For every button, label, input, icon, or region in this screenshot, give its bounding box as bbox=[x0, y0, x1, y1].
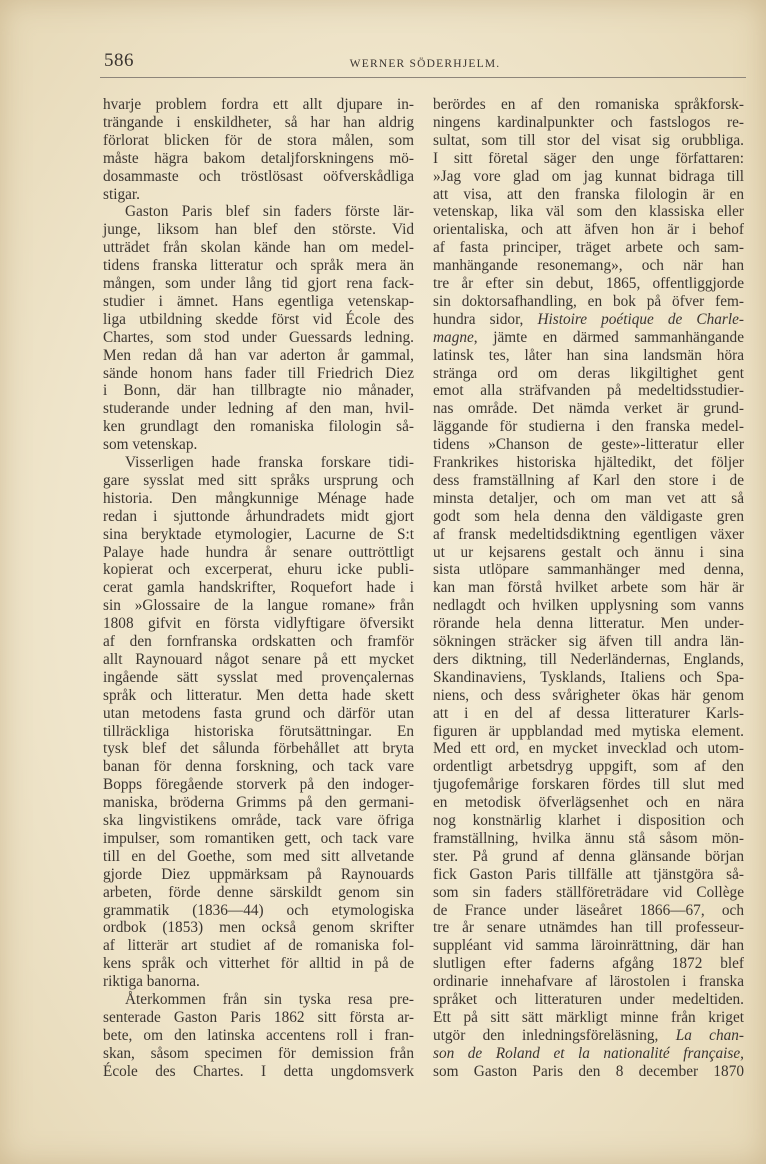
text-line: tillräckliga historiska förutsättningar. En bbox=[103, 722, 414, 740]
text-segment: hundra sidor, bbox=[433, 310, 538, 328]
text-segment: , bbox=[740, 1044, 744, 1062]
text-line: godt som hela denna den väldigaste gren bbox=[433, 507, 744, 525]
italic-title-text: La chan- bbox=[675, 1026, 744, 1044]
text-line: af fasta principer, träget arbete och sam- bbox=[433, 239, 744, 257]
text-line: redan i sjuttonde århundradets midt gjort bbox=[103, 507, 414, 525]
text-line: École des Chartes. I detta ungdomsverk bbox=[103, 1062, 414, 1080]
text-line: slutligen efter faderns afgång 1872 blef bbox=[433, 955, 744, 973]
text-line: Chartes, som stod under Guessards ledning. bbox=[103, 328, 414, 346]
text-line: skan, såsom specimen för demission från bbox=[103, 1044, 414, 1062]
text-line: grammatik (1836—44) och etymologiska bbox=[103, 901, 414, 919]
text-line: latinsk tes, låter han sina landsmän höra bbox=[433, 346, 744, 364]
text-line: studerande under ledning af den man, hvil- bbox=[103, 400, 414, 418]
text-line: stränga ord om deras likgiltighet gent bbox=[433, 364, 744, 382]
text-line: språket och litteraturen under medeltiden. bbox=[433, 991, 744, 1008]
text-line: ken grundlagt den romaniska filologin så- bbox=[103, 418, 414, 436]
text-line: tidens »Chanson de geste»-litteratur eller bbox=[433, 436, 744, 454]
text-line: som Gaston Paris den 8 december 1870 bbox=[433, 1062, 744, 1080]
running-head: WERNER SÖDERHJELM. bbox=[349, 58, 501, 70]
text-line: minsta detaljer, och om man vet att så bbox=[433, 489, 744, 507]
text-line: junge, liksom han blef den störste. Vid bbox=[103, 221, 414, 239]
text-line: som sin faders ställföreträdare vid Collège bbox=[433, 883, 744, 901]
text-line: historia. Den mångkunnige Ménage hade bbox=[103, 489, 414, 507]
text-line: figuren är uppblandad med mytiska element. bbox=[433, 722, 744, 740]
text-line: ster. På grund af denna glänsande början bbox=[433, 847, 744, 865]
text-line: bete, om den latinska accentens roll i fran- bbox=[103, 1026, 414, 1044]
text-line: ningens kardinalpunkter och fastslogos re- bbox=[433, 113, 744, 131]
text-line: att visa, att den franska filologin är en bbox=[433, 185, 744, 203]
text-line: ut ur kejsarens gestalt och ännu i sina bbox=[433, 543, 744, 561]
text-line: af fransk medeltidsdiktning egentligen växer bbox=[433, 525, 744, 543]
text-line: hvarje problem fordra ett allt djupare in- bbox=[103, 96, 414, 113]
text-line: studier i ämnet. Hans egentliga vetenskap- bbox=[103, 292, 414, 310]
text-line: dess framställning af Karl den store i de bbox=[433, 471, 744, 489]
text-line bbox=[433, 329, 744, 347]
text-line bbox=[433, 1045, 744, 1063]
text-line: Frankrikes historiska hjältedikt, det följer bbox=[433, 454, 744, 471]
italic-title-text: magne bbox=[433, 328, 474, 346]
text-line: gare sysslat med sitt språks ursprung och bbox=[103, 471, 414, 489]
text-line: kens språk och vitterhet för alltid in på de bbox=[103, 955, 414, 973]
text-line: nas område. Det nämda verket är grund- bbox=[433, 400, 744, 418]
text-line: senterade Gaston Paris 1862 sitt första ar- bbox=[103, 1008, 414, 1026]
text-line: utträdet från skolan kände han om medel- bbox=[103, 239, 414, 257]
text-line: fick Gaston Paris tillfälle att tjänstgöra så- bbox=[433, 865, 744, 883]
text-line: de France under läseåret 1866—67, och bbox=[433, 901, 744, 919]
text-line: suppléant vid samma läroinrättning, där han bbox=[433, 937, 744, 955]
text-line: stigar. bbox=[103, 185, 140, 203]
text-line: ordinarie innehafvare af lärostolen i franska bbox=[433, 973, 744, 991]
text-line: sina beryktade etymologier, Lacurne de S:t bbox=[103, 525, 414, 543]
text-line: tjugofemårige forskaren fördes till slut med bbox=[433, 776, 744, 794]
text-line: Återkommen från sin tyska resa pre- bbox=[125, 991, 414, 1008]
text-line: 1808 gifvit en första vidlyftigare öfversikt bbox=[103, 615, 414, 633]
text-line: ordbok (1853) men också genom skrifter bbox=[103, 919, 414, 937]
text-line: nog konstnärlig klarhet i disposition och bbox=[433, 812, 744, 829]
text-line: berördes en af den romaniska språkforsk- bbox=[433, 96, 744, 113]
text-line: manhängande resonemang», och när han bbox=[433, 257, 744, 275]
text-segment: utgör den inledningsföreläsning, bbox=[433, 1026, 676, 1044]
text-line: trängande i enskildheter, så har han aldrig bbox=[103, 113, 414, 131]
text-line: språk och litteratur. Men detta hade skett bbox=[103, 686, 414, 704]
italic-title-text: Histoire poétique de Charle- bbox=[537, 310, 744, 328]
text-line: I sitt företal säger den unge författaren: bbox=[433, 149, 744, 167]
text-line: tysk blef det sålunda förbehållet att bryta bbox=[103, 740, 414, 758]
text-line: nedlagdt och hvilken upplysning som vanns bbox=[433, 597, 744, 615]
text-line: Bopps föregående storverk på den indoger- bbox=[103, 776, 414, 794]
text-line: sista utlöpare sammanhänger med denna, bbox=[433, 561, 744, 579]
text-line: liga utbildning skedde först vid École des bbox=[103, 310, 414, 328]
text-line: maniska, bröderna Grimms på den germani- bbox=[103, 794, 414, 812]
text-line: Palaye hade hundra år senare outtröttligt bbox=[103, 543, 414, 561]
text-line: Ett på sitt sätt märkligt minne från kriget bbox=[433, 1008, 744, 1026]
text-line: framställning, hvilka ännu stå såsom mön- bbox=[433, 829, 744, 847]
text-line: Gaston Paris blef sin faders förste lär- bbox=[125, 203, 414, 221]
page-number: 586 bbox=[104, 50, 134, 71]
text-line: vetenskap, lika väl som den klassiska eller bbox=[433, 203, 744, 221]
text-line: gjorde Diez uppmärksam på Raynouards bbox=[103, 865, 414, 883]
text-line bbox=[433, 311, 744, 329]
text-line: en metodisk öfverlägsenhet och en nära bbox=[433, 794, 744, 812]
text-line: ders diktning, till Nederländernas, Englands, bbox=[433, 650, 744, 668]
text-line: måste hägra bakom detaljforskningens mö- bbox=[103, 149, 414, 167]
text-line: läggande för studierna i den franska medel- bbox=[433, 418, 744, 436]
text-line: kopierat och excerperat, ehuru icke publi- bbox=[103, 561, 414, 579]
text-line: Visserligen hade franska forskare tidi- bbox=[125, 454, 414, 471]
text-line: sände honom hans fader till Friedrich Diez bbox=[103, 364, 414, 382]
text-line: i Bonn, där han tillbragte nio månader, bbox=[103, 382, 414, 400]
italic-title-text: son de Roland et la nationalité française bbox=[433, 1044, 741, 1062]
text-line: utan metodens fasta grund och därför utan bbox=[103, 704, 414, 722]
text-line: »Jag vore glad om jag kunnat bidraga till bbox=[433, 167, 744, 185]
text-line: tidens franska litteratur och språk mera än bbox=[103, 257, 414, 275]
header-rule bbox=[100, 77, 746, 78]
text-line: af den fornfranska ordskatten och framför bbox=[103, 633, 414, 650]
text-line: som vetenskap. bbox=[103, 436, 198, 454]
text-line: niens, och dess svårigheter ökas här genom bbox=[433, 686, 744, 704]
text-line: sin »Glossaire de la langue romane» från bbox=[103, 597, 414, 615]
text-line: ska lingvistikens område, tack vare öfriga bbox=[103, 812, 414, 829]
text-line: Skandinaviens, Tysklands, Italiens och Spa- bbox=[433, 668, 744, 686]
text-line: Men redan då han var aderton år gammal, bbox=[103, 346, 414, 364]
text-line: sultat, som till stor del visat sig orubbliga. bbox=[433, 131, 744, 149]
text-line: till en del Goethe, som med sitt allvetande bbox=[103, 847, 414, 865]
text-line: riktiga banorna. bbox=[103, 973, 200, 991]
text-line: emot alla sträfvanden på medeltidsstudier- bbox=[433, 382, 744, 400]
text-line: sökningen sträcker sig äfven till andra län- bbox=[433, 633, 744, 650]
text-line: att i en del af dessa litteraturer Karls- bbox=[433, 704, 744, 722]
text-line: förlorat blicken för de stora målen, som bbox=[103, 131, 414, 149]
text-line: tre år efter sin debut, 1865, offentliggjorde bbox=[433, 275, 744, 292]
text-line: impulser, som romantiken gett, och tack vare bbox=[103, 829, 414, 847]
text-line: arbeten, förde denne särskildt genom sin bbox=[103, 883, 414, 901]
text-line: Med ett ord, en mycket invecklad och utom- bbox=[433, 740, 744, 758]
text-line: af litterär art studiet af de romaniska fol- bbox=[103, 937, 414, 955]
text-line: allt Raynouard något senare på ett mycket bbox=[103, 650, 414, 668]
text-line: sin doktorsafhandling, en bok på öfver fem- bbox=[433, 292, 744, 310]
text-line: banan för denna forskning, och tack vare bbox=[103, 758, 414, 776]
text-line: ingående sätt sysslat med provençalernas bbox=[103, 668, 414, 686]
text-line: rörande hela denna litteratur. Men under- bbox=[433, 615, 744, 633]
text-line: kan man förstå hvilket arbete som här är bbox=[433, 579, 744, 597]
text-line: mången, som under lång tid gjort rena fack- bbox=[103, 275, 414, 292]
text-line bbox=[433, 1027, 744, 1045]
text-line: orientaliska, och att äfven hon är i behof bbox=[433, 221, 744, 239]
text-line: dosammaste och tröstlösast oöfverskådliga bbox=[103, 167, 414, 185]
text-segment: , jämte en därmed sammanhängande bbox=[473, 328, 744, 346]
text-line: cerat gamla handskrifter, Roquefort hade i bbox=[103, 579, 414, 597]
text-line: tre år senare utnämdes han till professeur- bbox=[433, 919, 744, 937]
text-line: ordentligt arbetsdryg uppgift, som af den bbox=[433, 758, 744, 776]
